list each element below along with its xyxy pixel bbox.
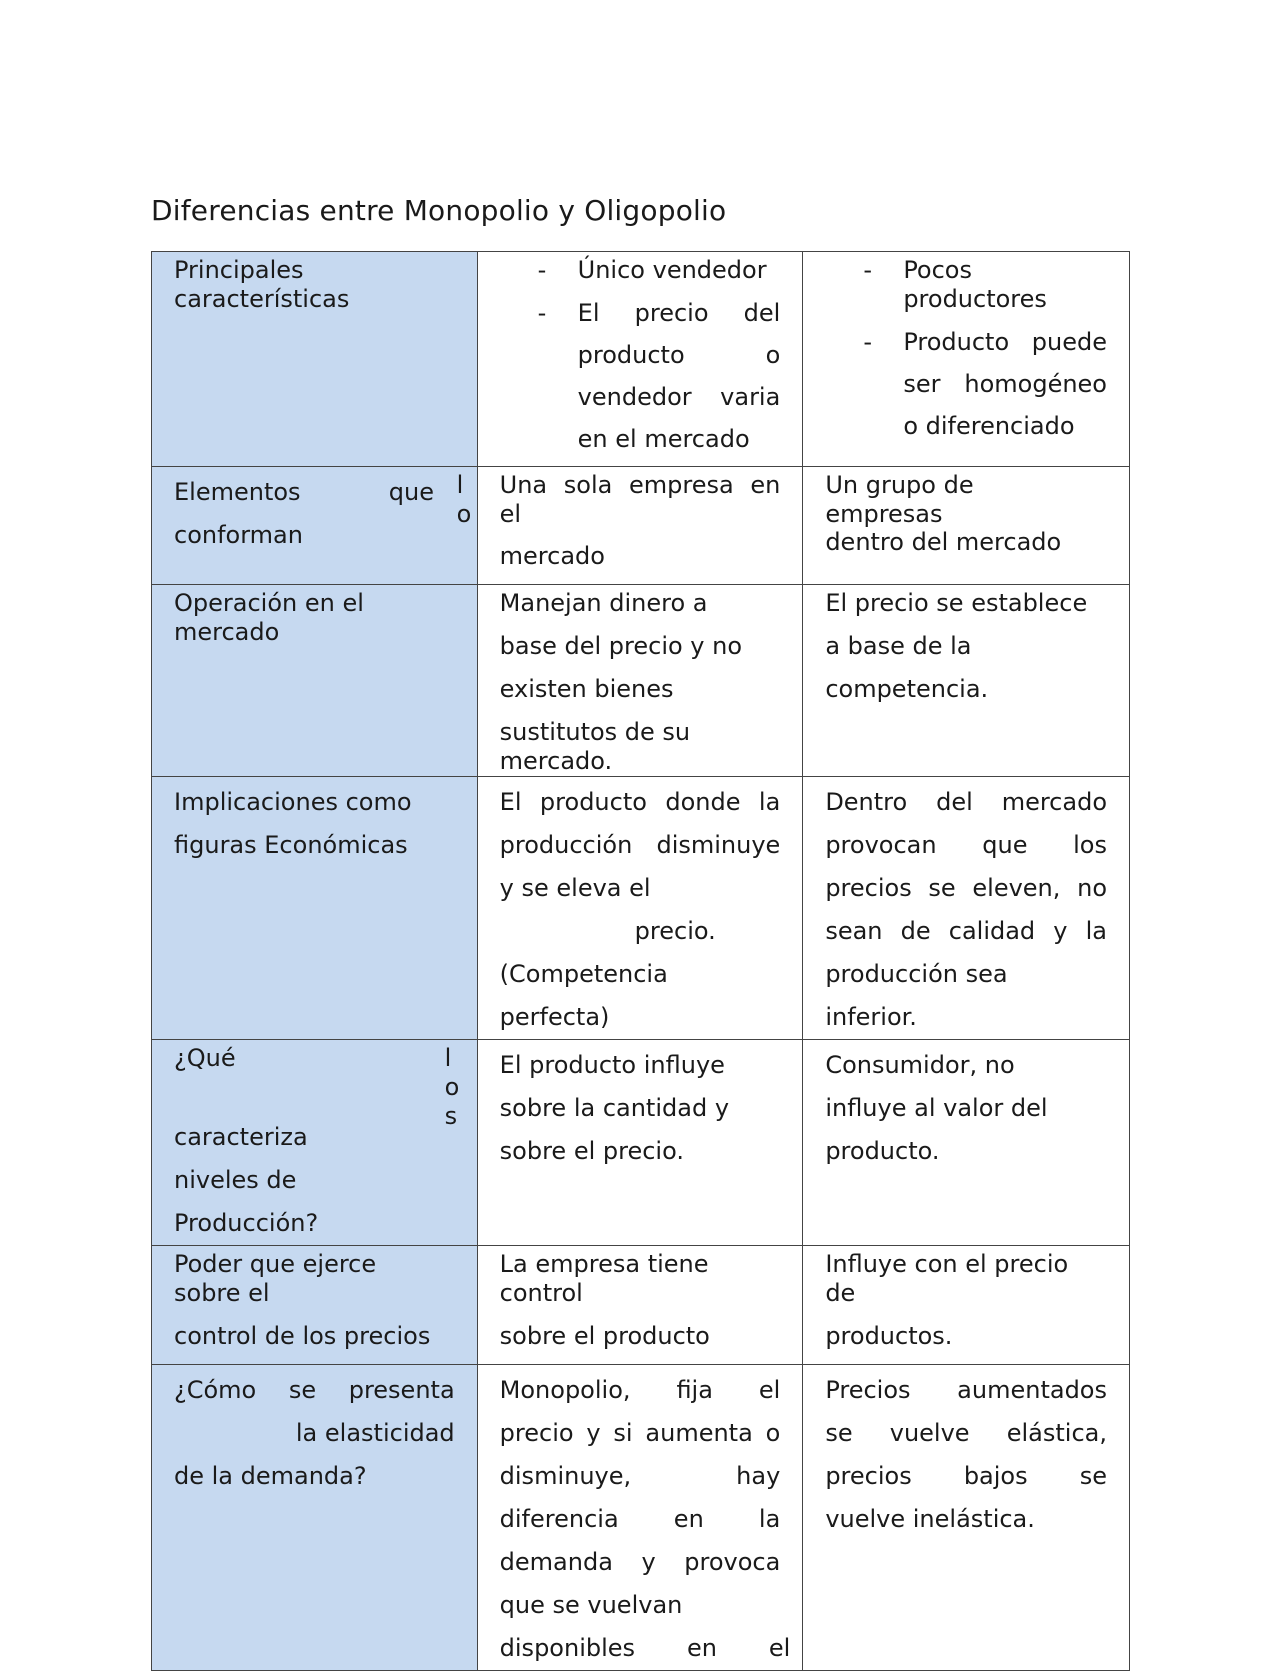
cell-text: vuelve inelástica. — [825, 1505, 1035, 1533]
row-label: ¿Qué — [174, 1044, 236, 1072]
row-label-cell — [152, 467, 478, 585]
cell-text: competencia. — [825, 675, 989, 703]
row-label: conforman — [174, 521, 303, 549]
cell-text: precio. — [634, 917, 716, 945]
cell-text: (Competencia — [499, 960, 668, 988]
cell-text: sobre el producto — [499, 1322, 710, 1350]
cell-text: que se vuelvan — [499, 1591, 683, 1619]
cell-text: sobre la cantidad y — [499, 1094, 730, 1122]
list-item-text: - Producto puede ser homogéneo o diferenciado — [903, 328, 1107, 440]
row-label: control de los precios — [174, 1322, 431, 1350]
oligopolio-cell — [803, 252, 1130, 467]
cell-text: Dentro del mercado — [825, 788, 1107, 816]
row-label-cell — [152, 252, 478, 467]
row-label: la elasticidad — [295, 1419, 455, 1447]
table-row — [152, 252, 1130, 467]
oligopolio-cell — [803, 777, 1130, 1040]
monopolio-cell — [477, 467, 803, 585]
row-label: Principales características — [174, 256, 350, 313]
cell-text: provocan que los — [825, 831, 1107, 859]
cell-text: sustitutos de su mercado. — [499, 718, 691, 775]
oligopolio-cell — [803, 1246, 1130, 1365]
cell-text: El producto influye — [499, 1051, 725, 1079]
cell-text: Influye con el precio de — [825, 1250, 1069, 1307]
cell-text: demanda y provoca — [499, 1548, 781, 1576]
row-label-cell — [152, 1365, 478, 1671]
cell-text: sobre el precio. — [499, 1137, 684, 1165]
monopolio-cell — [477, 585, 803, 777]
table-row — [152, 467, 1130, 585]
cell-text: Consumidor, no — [825, 1051, 1015, 1079]
cell-text: base del precio y no — [499, 632, 743, 660]
row-label-cell — [152, 777, 478, 1040]
page-title: Diferencias entre Monopolio y Oligopolio — [151, 194, 727, 227]
table-row — [152, 1246, 1130, 1365]
row-label: figuras Económicas — [174, 831, 408, 859]
table-row — [152, 585, 1130, 777]
row-label: Elementos que — [174, 478, 434, 506]
cell-text: La empresa tiene control — [499, 1250, 709, 1307]
cell-text: se vuelve elástica, — [825, 1419, 1107, 1447]
list-item: - Único vendedor — [538, 256, 781, 285]
comparison-table — [151, 251, 1130, 1671]
row-label-fragment: lo — [456, 471, 472, 528]
list-item-text: - El precio del producto o vendedor varia en el mercado — [577, 299, 781, 453]
cell-text: producción disminuye — [499, 831, 781, 859]
row-label: Producción? — [174, 1209, 319, 1237]
row-label-cell — [152, 585, 478, 777]
cell-text: existen bienes — [499, 675, 674, 703]
cell-text: precios se eleven, no — [825, 874, 1107, 902]
table-row — [152, 1365, 1130, 1671]
cell-text: disponibles en el — [499, 1634, 791, 1662]
monopolio-list — [538, 256, 781, 460]
cell-text: producción sea — [825, 960, 1008, 988]
cell-text: El precio se establece — [825, 589, 1088, 617]
cell-text: y se eleva el — [499, 874, 651, 902]
row-label: niveles de — [174, 1166, 297, 1194]
oligopolio-cell — [803, 585, 1130, 777]
cell-text: inferior. — [825, 1003, 917, 1031]
row-label-cell — [152, 1246, 478, 1365]
cell-text: perfecta) — [499, 1003, 610, 1031]
list-item: - Pocos productores — [863, 256, 1107, 314]
cell-text: a base de la — [825, 632, 972, 660]
oligopolio-cell — [803, 467, 1130, 585]
row-label: de la demanda? — [174, 1462, 367, 1490]
oligopolio-cell — [803, 1365, 1130, 1671]
row-label: ¿Cómo se presenta — [174, 1376, 455, 1404]
cell-text: Precios aumentados — [825, 1376, 1107, 1404]
monopolio-cell — [477, 1040, 803, 1246]
cell-text: sean de calidad y la — [825, 917, 1107, 945]
cell-text: productos. — [825, 1322, 953, 1350]
row-label: Operación en el mercado — [174, 589, 364, 646]
table-row — [152, 1040, 1130, 1246]
cell-text: precios bajos se — [825, 1462, 1107, 1490]
list-item — [863, 321, 1107, 447]
cell-text: mercado — [499, 542, 605, 570]
list-item — [538, 292, 781, 460]
oligopolio-list — [863, 256, 1107, 447]
monopolio-cell — [477, 1365, 803, 1671]
row-label: Implicaciones como — [174, 788, 412, 816]
row-label-fragment: los — [444, 1044, 460, 1130]
monopolio-cell — [477, 777, 803, 1040]
monopolio-cell — [477, 252, 803, 467]
table-row — [152, 777, 1130, 1040]
cell-text: producto. — [825, 1137, 940, 1165]
monopolio-cell — [477, 1246, 803, 1365]
cell-text: Manejan dinero a — [499, 589, 708, 617]
oligopolio-cell — [803, 1040, 1130, 1246]
cell-text: Monopolio, fija el — [499, 1376, 781, 1404]
cell-text: influye al valor del — [825, 1094, 1048, 1122]
cell-text: diferencia en la — [499, 1505, 781, 1533]
cell-text: Una sola empresa en el — [499, 471, 781, 528]
cell-text: El producto donde la — [499, 788, 781, 816]
cell-text: precio y si aumenta o — [499, 1419, 781, 1447]
row-label-cell — [152, 1040, 478, 1246]
cell-text: Un grupo de empresas — [825, 471, 974, 528]
row-label: caracteriza — [174, 1123, 308, 1151]
cell-text: disminuye, hay — [499, 1462, 781, 1490]
cell-text: dentro del mercado — [825, 528, 1062, 556]
row-label: Poder que ejerce sobre el — [174, 1250, 377, 1307]
